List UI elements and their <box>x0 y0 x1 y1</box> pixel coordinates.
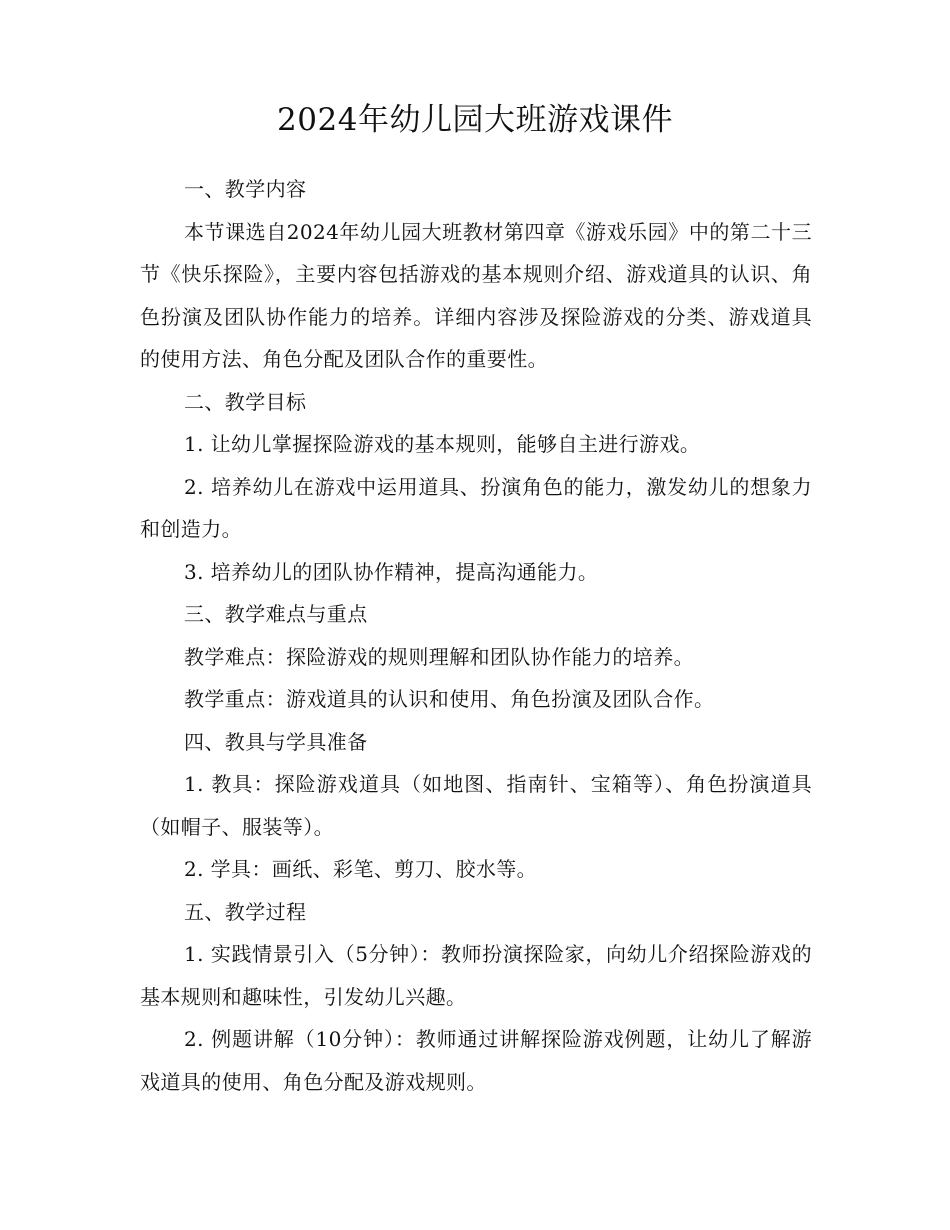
process-item-1: 1. 实践情景引入（5分钟）：教师扮演探险家，向幼儿介绍探险游戏的基本规则和趣味性，引发幼儿兴趣。 <box>140 942 812 1009</box>
goal-item-1: 1. 让幼儿掌握探险游戏的基本规则，能够自主进行游戏。 <box>184 432 701 456</box>
page-title: 2024年幼儿园大班游戏课件 <box>277 102 673 138</box>
process-item-2: 2. 例题讲解（10分钟）：教师通过讲解探险游戏例题，让幼儿了解游戏道具的使用、角色分配及游戏规则。 <box>140 1027 812 1094</box>
difficulty-paragraph: 教学难点：探险游戏的规则理解和团队协作能力的培养。 <box>184 644 694 669</box>
key-points-paragraph: 教学重点：游戏道具的认识和使用、角色扮演及团队合作。 <box>184 687 715 711</box>
document-body <box>140 168 812 1103</box>
section-heading-teaching-content: 一、教学内容 <box>184 177 307 201</box>
materials-item-2: 2. 学具：画纸、彩笔、剪刀、胶水等。 <box>184 857 538 881</box>
goal-item-3: 3. 培养幼儿的团队协作精神，提高沟通能力。 <box>184 559 599 584</box>
section-heading-materials: 四、教具与学具准备 <box>184 729 368 754</box>
paragraph-teaching-content: 本节课选自2024年幼儿园大班教材第四章《游戏乐园》中的第二十三节《快乐探险》，主要内容包括游戏的基本规则介绍、游戏道具的认识、角色扮演及团队协作能力的培养。详细内容涉及探险游戏的分类、游戏道具的使用方法、角色分配及团队合作的重要性。 <box>140 219 812 371</box>
goal-item-2: 2. 培养幼儿在游戏中运用道具、扮演角色的能力，激发幼儿的想象力和创造力。 <box>140 474 812 541</box>
section-heading-process: 五、教学过程 <box>184 899 307 924</box>
section-heading-difficulties: 三、教学难点与重点 <box>184 602 368 626</box>
section-heading-teaching-goals: 二、教学目标 <box>184 389 307 414</box>
materials-item-1: 1. 教具：探险游戏道具（如地图、指南针、宝箱等）、角色扮演道具（如帽子、服装等）。 <box>140 772 812 839</box>
